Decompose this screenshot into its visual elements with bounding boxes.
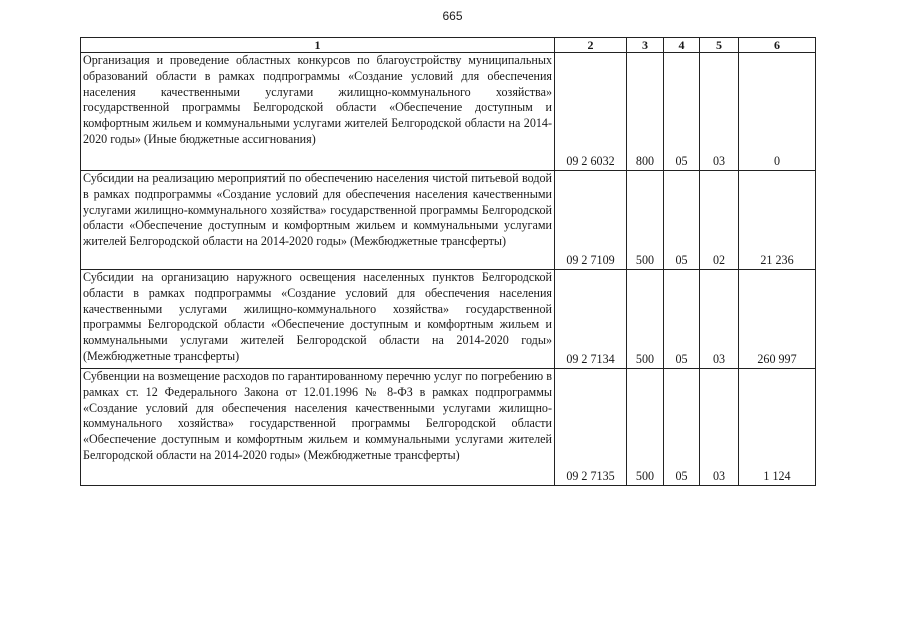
row-amount: 1 124 [739,369,816,486]
row-amount: 260 997 [739,270,816,369]
row-code: 09 2 7109 [555,171,627,270]
row-subsection: 03 [700,369,739,486]
row-code: 09 2 7134 [555,270,627,369]
table-header-row [81,38,816,53]
budget-table [80,37,816,486]
row-type: 800 [627,53,664,171]
row-description: Субсидии на реализацию мероприятий по обеспечению населения чистой питьевой водой в рамках подпрограммы «Создание условий для обеспечения населения качественными услугами жилищно-коммунального хозяйства» государственной программы Белгородской области «Обеспечение доступным и комфортным жильем и коммунальными услугами жителей Белгородской области на 2014-2020 годы» (Межбюджетные трансферты) [81,171,555,270]
table-row [81,53,816,171]
row-section: 05 [664,270,700,369]
row-amount: 21 236 [739,171,816,270]
column-header-type: 3 [627,38,664,53]
row-description: Организация и проведение областных конкурсов по благоустройству муниципальных образований области в рамках подпрограммы «Создание условий для обеспечения населения качественными услугами жилищно-коммунального хозяйства» государственной программы Белгородской области «Обеспечение доступным и комфортным жильем и коммунальными услугами жителей Белгородской области на 2014-2020 годы» (Иные бюджетные ассигнования) [81,53,555,171]
row-code: 09 2 7135 [555,369,627,486]
column-header-description: 1 [81,38,555,53]
row-description: Субвенции на возмещение расходов по гарантированному перечню услуг по погребению в рамках ст. 12 Федерального Закона от 12.01.1996 № 8-ФЗ в рамках подпрограммы «Создание условий для обеспечения населения качественными услугами жилищно-коммунального хозяйства» государственной программы Белгородской области «Обеспечение доступным и комфортным жильем и коммунальными услугами жителей Белгородской области на 2014-2020 годы» (Межбюджетные трансферты) [81,369,555,486]
row-type: 500 [627,171,664,270]
row-type: 500 [627,369,664,486]
row-type: 500 [627,270,664,369]
row-subsection: 02 [700,171,739,270]
row-section: 05 [664,171,700,270]
page-number: 665 [442,9,463,23]
column-header-section: 4 [664,38,700,53]
row-code: 09 2 6032 [555,53,627,171]
column-header-amount: 6 [739,38,816,53]
column-header-code: 2 [555,38,627,53]
row-section: 05 [664,53,700,171]
row-amount: 0 [739,53,816,171]
column-header-subsection: 5 [700,38,739,53]
row-description: Субсидии на организацию наружного освещения населенных пунктов Белгородской области в рамках подпрограммы «Создание условий для обеспечения населения качественными услугами жилищно-коммунального хозяйства» государственной программы Белгородской области «Обеспечение доступным и комфортным жильем и коммунальными услугами жителей Белгородской области на 2014-2020 годы» (Межбюджетные трансферты) [81,270,555,369]
row-subsection: 03 [700,270,739,369]
table-row [81,369,816,486]
table-row [81,171,816,270]
row-subsection: 03 [700,53,739,171]
row-section: 05 [664,369,700,486]
table-row [81,270,816,369]
